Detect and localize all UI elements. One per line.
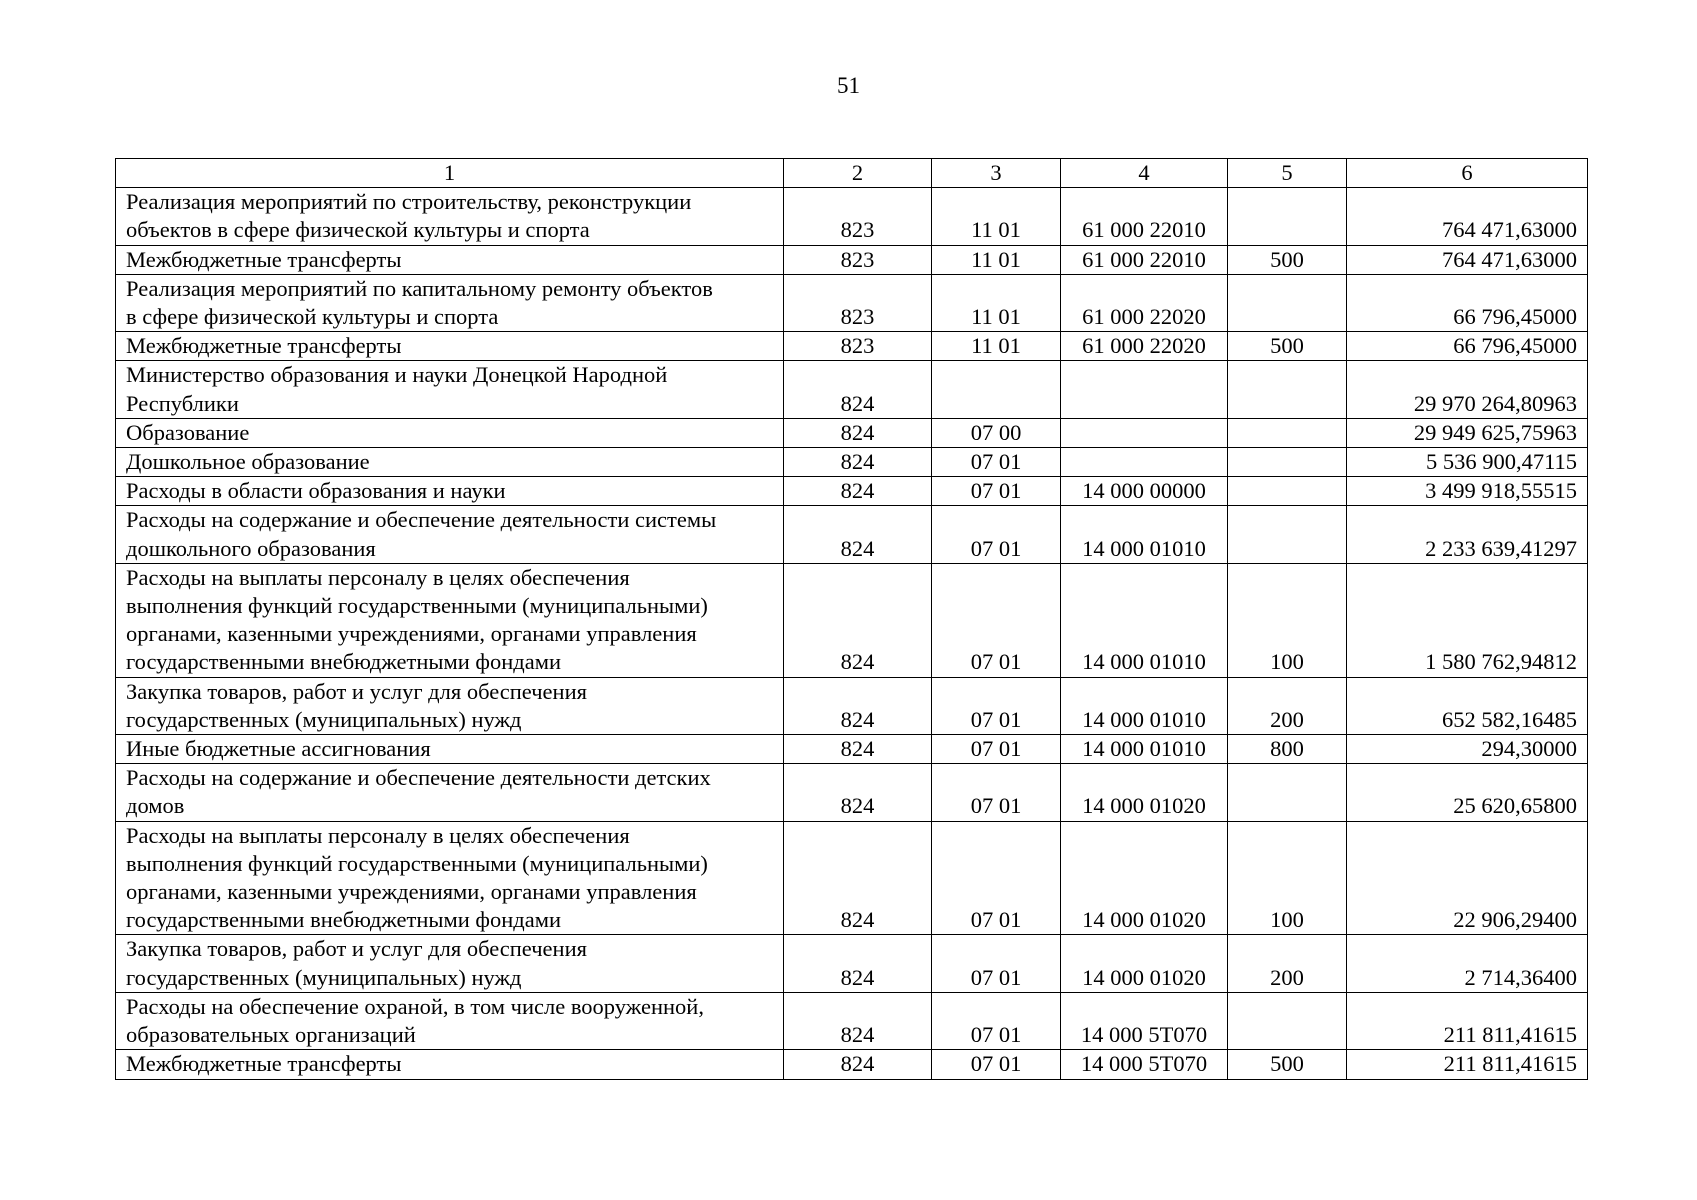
cell-expense-type: 100 [1228, 821, 1347, 935]
table-row [116, 563, 1588, 677]
cell-section-code: 11 01 [932, 332, 1061, 361]
cell-amount: 29 949 625,75963 [1347, 418, 1588, 447]
cell-name-line: Расходы в области образования и науки [126, 478, 506, 504]
cell-name-line: выполнения функций государственными (муниципальными) [126, 850, 708, 876]
table-row [116, 506, 1588, 563]
header-col-1: 1 [116, 159, 784, 188]
cell-ministry-code: 824 [784, 935, 932, 992]
cell-section-code: 11 01 [932, 274, 1061, 331]
header-col-4: 4 [1061, 159, 1228, 188]
header-col-5: 5 [1228, 159, 1347, 188]
table-row [116, 332, 1588, 361]
cell-name-line: Расходы на выплаты персоналу в целях обеспечения [126, 564, 630, 590]
cell-name-line: Межбюджетные трансферты [126, 333, 402, 359]
cell-expense-type [1228, 448, 1347, 477]
cell-target-code: 61 000 22020 [1061, 332, 1228, 361]
cell-ministry-code: 824 [784, 992, 932, 1049]
cell-section-code: 11 01 [932, 245, 1061, 274]
table-body [116, 188, 1588, 1079]
cell-section-code: 07 01 [932, 563, 1061, 677]
table-row [116, 274, 1588, 331]
cell-name-line: Расходы на выплаты персоналу в целях обеспечения [126, 822, 630, 848]
cell-name-line: Министерство образования и науки Донецкой Народной [126, 362, 668, 388]
cell-target-code: 14 000 01020 [1061, 935, 1228, 992]
cell-name [116, 992, 784, 1049]
cell-section-code: 07 01 [932, 1050, 1061, 1079]
cell-name [116, 418, 784, 447]
cell-ministry-code: 823 [784, 245, 932, 274]
cell-section-code: 07 01 [932, 821, 1061, 935]
cell-ministry-code: 824 [784, 821, 932, 935]
cell-target-code: 14 000 01010 [1061, 677, 1228, 734]
cell-section-code: 07 00 [932, 418, 1061, 447]
cell-section-code: 07 01 [932, 992, 1061, 1049]
table-row [116, 677, 1588, 734]
cell-amount: 29 970 264,80963 [1347, 361, 1588, 418]
cell-amount: 294,30000 [1347, 735, 1588, 764]
cell-target-code [1061, 418, 1228, 447]
cell-name-line: Расходы на содержание и обеспечение деятельности системы [126, 507, 717, 533]
cell-name [116, 764, 784, 821]
cell-name-line: Республики [126, 390, 239, 416]
cell-ministry-code: 824 [784, 361, 932, 418]
cell-section-code: 07 01 [932, 735, 1061, 764]
cell-ministry-code: 824 [784, 764, 932, 821]
cell-amount: 2 714,36400 [1347, 935, 1588, 992]
cell-expense-type [1228, 764, 1347, 821]
cell-expense-type: 800 [1228, 735, 1347, 764]
cell-name-line: Дошкольное образование [126, 449, 370, 475]
table-row [116, 935, 1588, 992]
cell-amount: 5 536 900,47115 [1347, 448, 1588, 477]
table-row [116, 448, 1588, 477]
cell-ministry-code: 824 [784, 506, 932, 563]
cell-section-code: 07 01 [932, 506, 1061, 563]
cell-target-code: 61 000 22010 [1061, 245, 1228, 274]
cell-name [116, 332, 784, 361]
cell-name-line: дошкольного образования [126, 535, 376, 561]
cell-expense-type [1228, 992, 1347, 1049]
header-col-3: 3 [932, 159, 1061, 188]
table-row [116, 764, 1588, 821]
table-header [116, 159, 1588, 188]
cell-expense-type: 500 [1228, 245, 1347, 274]
cell-amount: 764 471,63000 [1347, 245, 1588, 274]
cell-ministry-code: 824 [784, 677, 932, 734]
page-number: 51 [837, 73, 860, 98]
cell-ministry-code: 824 [784, 563, 932, 677]
cell-amount: 1 580 762,94812 [1347, 563, 1588, 677]
cell-amount: 66 796,45000 [1347, 332, 1588, 361]
cell-target-code: 14 000 01020 [1061, 764, 1228, 821]
cell-expense-type [1228, 477, 1347, 506]
table-row [116, 992, 1588, 1049]
cell-ministry-code: 823 [784, 188, 932, 245]
cell-amount: 2 233 639,41297 [1347, 506, 1588, 563]
cell-name-line: органами, казенными учреждениями, органами управления [126, 879, 697, 905]
table-row [116, 245, 1588, 274]
cell-name [116, 361, 784, 418]
cell-name-line: домов [126, 793, 185, 819]
cell-target-code: 14 000 01010 [1061, 735, 1228, 764]
cell-section-code [932, 361, 1061, 418]
cell-target-code: 14 000 01020 [1061, 821, 1228, 935]
cell-section-code: 07 01 [932, 764, 1061, 821]
cell-name-line: органами, казенными учреждениями, органами управления [126, 621, 697, 647]
cell-expense-type: 200 [1228, 935, 1347, 992]
cell-expense-type: 100 [1228, 563, 1347, 677]
cell-expense-type [1228, 418, 1347, 447]
table-row [116, 477, 1588, 506]
cell-amount: 764 471,63000 [1347, 188, 1588, 245]
cell-name-line: государственными внебюджетными фондами [126, 649, 562, 675]
cell-expense-type [1228, 506, 1347, 563]
cell-ministry-code: 824 [784, 418, 932, 447]
cell-name-line: государственных (муниципальных) нужд [126, 964, 522, 990]
table-row [116, 361, 1588, 418]
table-row [116, 188, 1588, 245]
header-row [116, 159, 1588, 188]
cell-amount: 3 499 918,55515 [1347, 477, 1588, 506]
table-row [116, 1050, 1588, 1079]
cell-amount: 652 582,16485 [1347, 677, 1588, 734]
cell-name [116, 506, 784, 563]
cell-name [116, 735, 784, 764]
cell-name-line: Расходы на содержание и обеспечение деятельности детских [126, 765, 711, 791]
cell-name [116, 245, 784, 274]
cell-name-line: Межбюджетные трансферты [126, 246, 402, 272]
cell-name-line: Закупка товаров, работ и услуг для обеспечения [126, 678, 587, 704]
cell-expense-type [1228, 361, 1347, 418]
budget-table [115, 158, 1588, 1080]
cell-name-line: государственных (муниципальных) нужд [126, 706, 522, 732]
cell-ministry-code: 824 [784, 1050, 932, 1079]
cell-expense-type [1228, 274, 1347, 331]
cell-section-code: 07 01 [932, 477, 1061, 506]
cell-name-line: Иные бюджетные ассигнования [126, 736, 431, 762]
cell-target-code: 14 000 5Т070 [1061, 992, 1228, 1049]
cell-name [116, 563, 784, 677]
cell-name [116, 477, 784, 506]
cell-ministry-code: 824 [784, 477, 932, 506]
table-row [116, 735, 1588, 764]
cell-ministry-code: 824 [784, 448, 932, 477]
cell-name [116, 448, 784, 477]
cell-name [116, 821, 784, 935]
cell-expense-type: 200 [1228, 677, 1347, 734]
header-col-6: 6 [1347, 159, 1588, 188]
cell-target-code: 14 000 00000 [1061, 477, 1228, 506]
cell-ministry-code: 823 [784, 274, 932, 331]
cell-amount: 25 620,65800 [1347, 764, 1588, 821]
cell-ministry-code: 823 [784, 332, 932, 361]
cell-expense-type: 500 [1228, 332, 1347, 361]
cell-name [116, 677, 784, 734]
cell-target-code: 14 000 01010 [1061, 506, 1228, 563]
cell-section-code: 07 01 [932, 677, 1061, 734]
cell-section-code: 07 01 [932, 935, 1061, 992]
cell-expense-type [1228, 188, 1347, 245]
table-row [116, 821, 1588, 935]
cell-name-line: образовательных организаций [126, 1022, 416, 1048]
cell-target-code [1061, 448, 1228, 477]
cell-name [116, 935, 784, 992]
cell-name [116, 1050, 784, 1079]
cell-amount: 66 796,45000 [1347, 274, 1588, 331]
cell-name-line: Межбюджетные трансферты [126, 1051, 402, 1077]
cell-name [116, 274, 784, 331]
cell-name-line: Реализация мероприятий по строительству, реконструкции [126, 189, 692, 215]
cell-target-code: 61 000 22010 [1061, 188, 1228, 245]
cell-target-code [1061, 361, 1228, 418]
table-row [116, 418, 1588, 447]
cell-target-code: 61 000 22020 [1061, 274, 1228, 331]
cell-name-line: Закупка товаров, работ и услуг для обеспечения [126, 936, 587, 962]
cell-amount: 22 906,29400 [1347, 821, 1588, 935]
cell-section-code: 11 01 [932, 188, 1061, 245]
cell-section-code: 07 01 [932, 448, 1061, 477]
cell-expense-type: 500 [1228, 1050, 1347, 1079]
cell-name-line: государственными внебюджетными фондами [126, 907, 562, 933]
cell-ministry-code: 824 [784, 735, 932, 764]
cell-amount: 211 811,41615 [1347, 992, 1588, 1049]
cell-amount: 211 811,41615 [1347, 1050, 1588, 1079]
cell-target-code: 14 000 01010 [1061, 563, 1228, 677]
header-col-2: 2 [784, 159, 932, 188]
cell-name-line: Образование [126, 419, 250, 445]
cell-name-line: выполнения функций государственными (муниципальными) [126, 593, 708, 619]
cell-name-line: Расходы на обеспечение охраной, в том числе вооруженной, [126, 993, 704, 1019]
cell-target-code: 14 000 5Т070 [1061, 1050, 1228, 1079]
cell-name-line: объектов в сфере физической культуры и спорта [126, 217, 590, 243]
cell-name-line: Реализация мероприятий по капитальному ремонту объектов [126, 275, 713, 301]
cell-name [116, 188, 784, 245]
cell-name-line: в сфере физической культуры и спорта [126, 304, 499, 330]
